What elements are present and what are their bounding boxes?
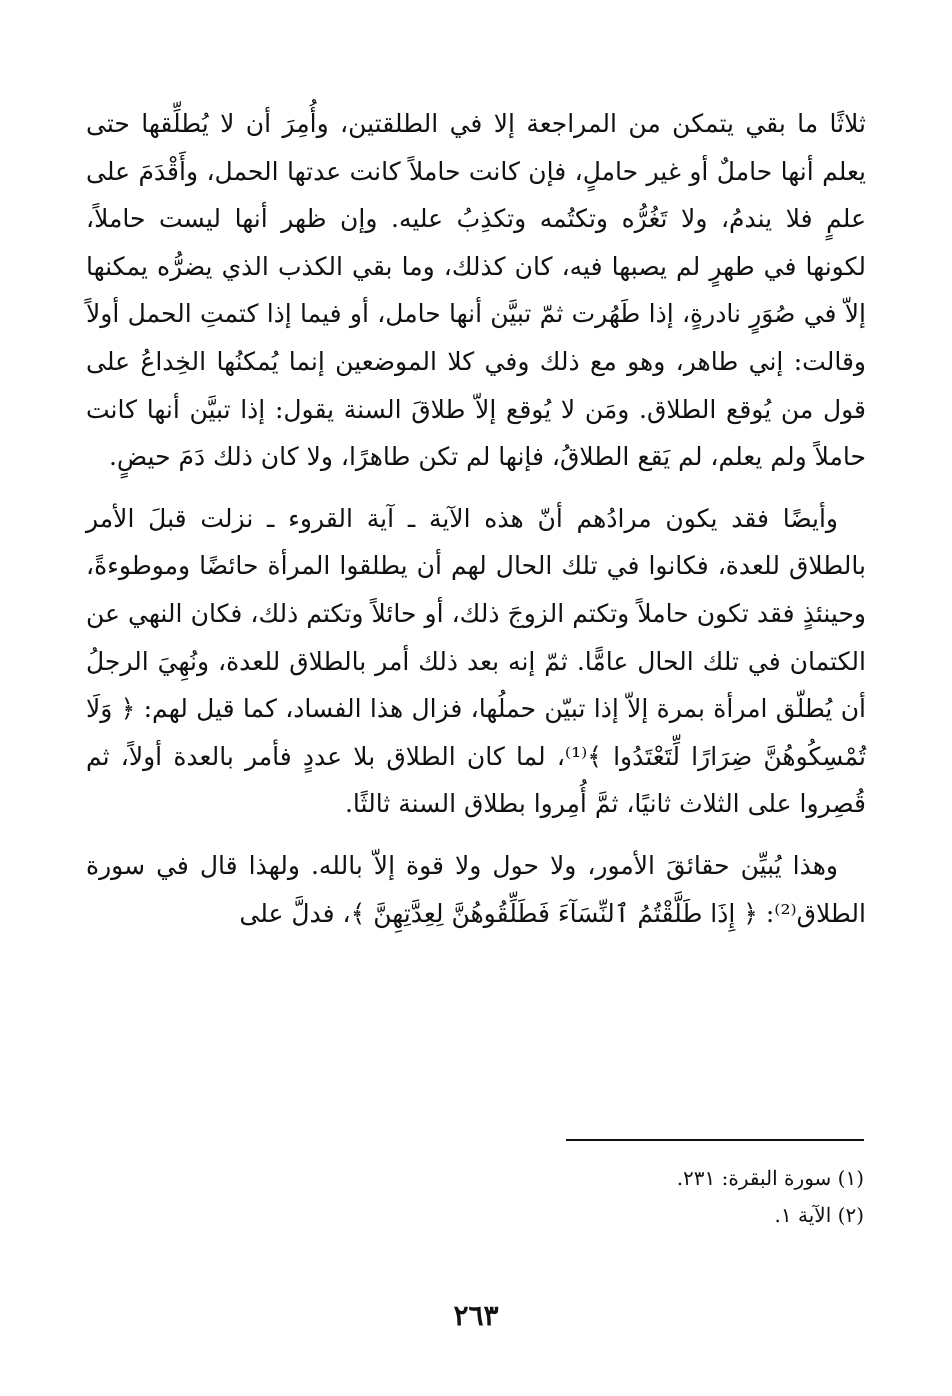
main-text-block: [86, 100, 866, 937]
footnote-separator: [566, 1139, 864, 1141]
paragraph-3: وهذا يُبيِّن حقائقَ الأمور، ولا حول ولا قوة إلاّ بالله. ولهذا قال في سورة الطلاق⁽²⁾: ﴿ إِذَا طَلَّقْتُمُ ٱلنِّسَآءَ فَطَلِّقُوهُنَّ لِعِدَّتِهِنَّ ﴾، فدلَّ على: [86, 850, 866, 928]
footnote-1: (١) سورة البقرة: ٢٣١.: [676, 1166, 864, 1190]
paragraph-2: وأيضًا فقد يكون مرادُهم أنّ هذه الآية ـ آية القروء ـ نزلت قبلَ الأمر بالطلاق للعدة، فكانوا في تلك الحال لهم أن يطلقوا المرأة حائضًا وموطوءةً، وحينئذٍ فقد تكون حاملاً وتكتم الزوجَ ذلك، أو حائلاً وتكتم ذلك، فكان النهي عن الكتمان في تلك الحال عامًّا. ثمّ إنه بعد ذلك أمر بالطلاق للعدة، ونُهِيَ الرجلُ أن يُطلّق امرأة بمرة إلاّ إذا تبيّن حملُها، فزال هذا الفساد، كما قيل لهم: ﴿ وَلَا تُمْسِكُوهُنَّ ضِرَارًا لِّتَعْتَدُوا ﴾⁽¹⁾، لما كان الطلاق بلا عددٍ فأمر بالعدة أولاً، ثم قُصِروا على الثلاث ثانيًا، ثمَّ أُمِروا بطلاق السنة ثالثًا.: [86, 503, 867, 819]
footnote-2: (٢) الآية ١.: [774, 1203, 864, 1227]
footnotes: [480, 1160, 864, 1234]
paragraph-1: ثلاثًا ما بقي يتمكن من المراجعة إلا في الطلقتين، وأُمِرَ أن لا يُطلِّقها حتى يعلم أنها حاملٌ أو غير حاملٍ، فإن كانت حاملاً كانت عدتها الحمل، وأَقْدَمَ على علمٍ فلا يندمُ، ولا تَغُرُّه وتكتُمه وتكذِبُ عليه. وإن ظهر أنها ليست حاملاً، لكونها في طهرٍ لم يصبها فيه، كان كذلك، وما بقي الكذب الذي يضرُّه يمكنها إلاّ في صُوَرٍ نادرةٍ، إذا طَهُرت ثمّ تبيَّن أنها حامل، أو فيما إذا كتمتِ الحمل أولاً وقالت: إني طاهر، وهو مع ذلك وفي كلا الموضعين إنما يُمكنُها الخِداعُ على قول من يُوقع الطلاق. ومَن لا يُوقع إلاّ طلاقَ السنة يقول: إذا تبيَّن أنها كانت حاملاً ولم يعلم، لم يَقع الطلاقُ، فإنها لم تكن طاهرًا، ولا كان ذلك دَمَ حيضٍ.: [86, 109, 866, 472]
page-number: ٢٦٣: [453, 1299, 499, 1332]
